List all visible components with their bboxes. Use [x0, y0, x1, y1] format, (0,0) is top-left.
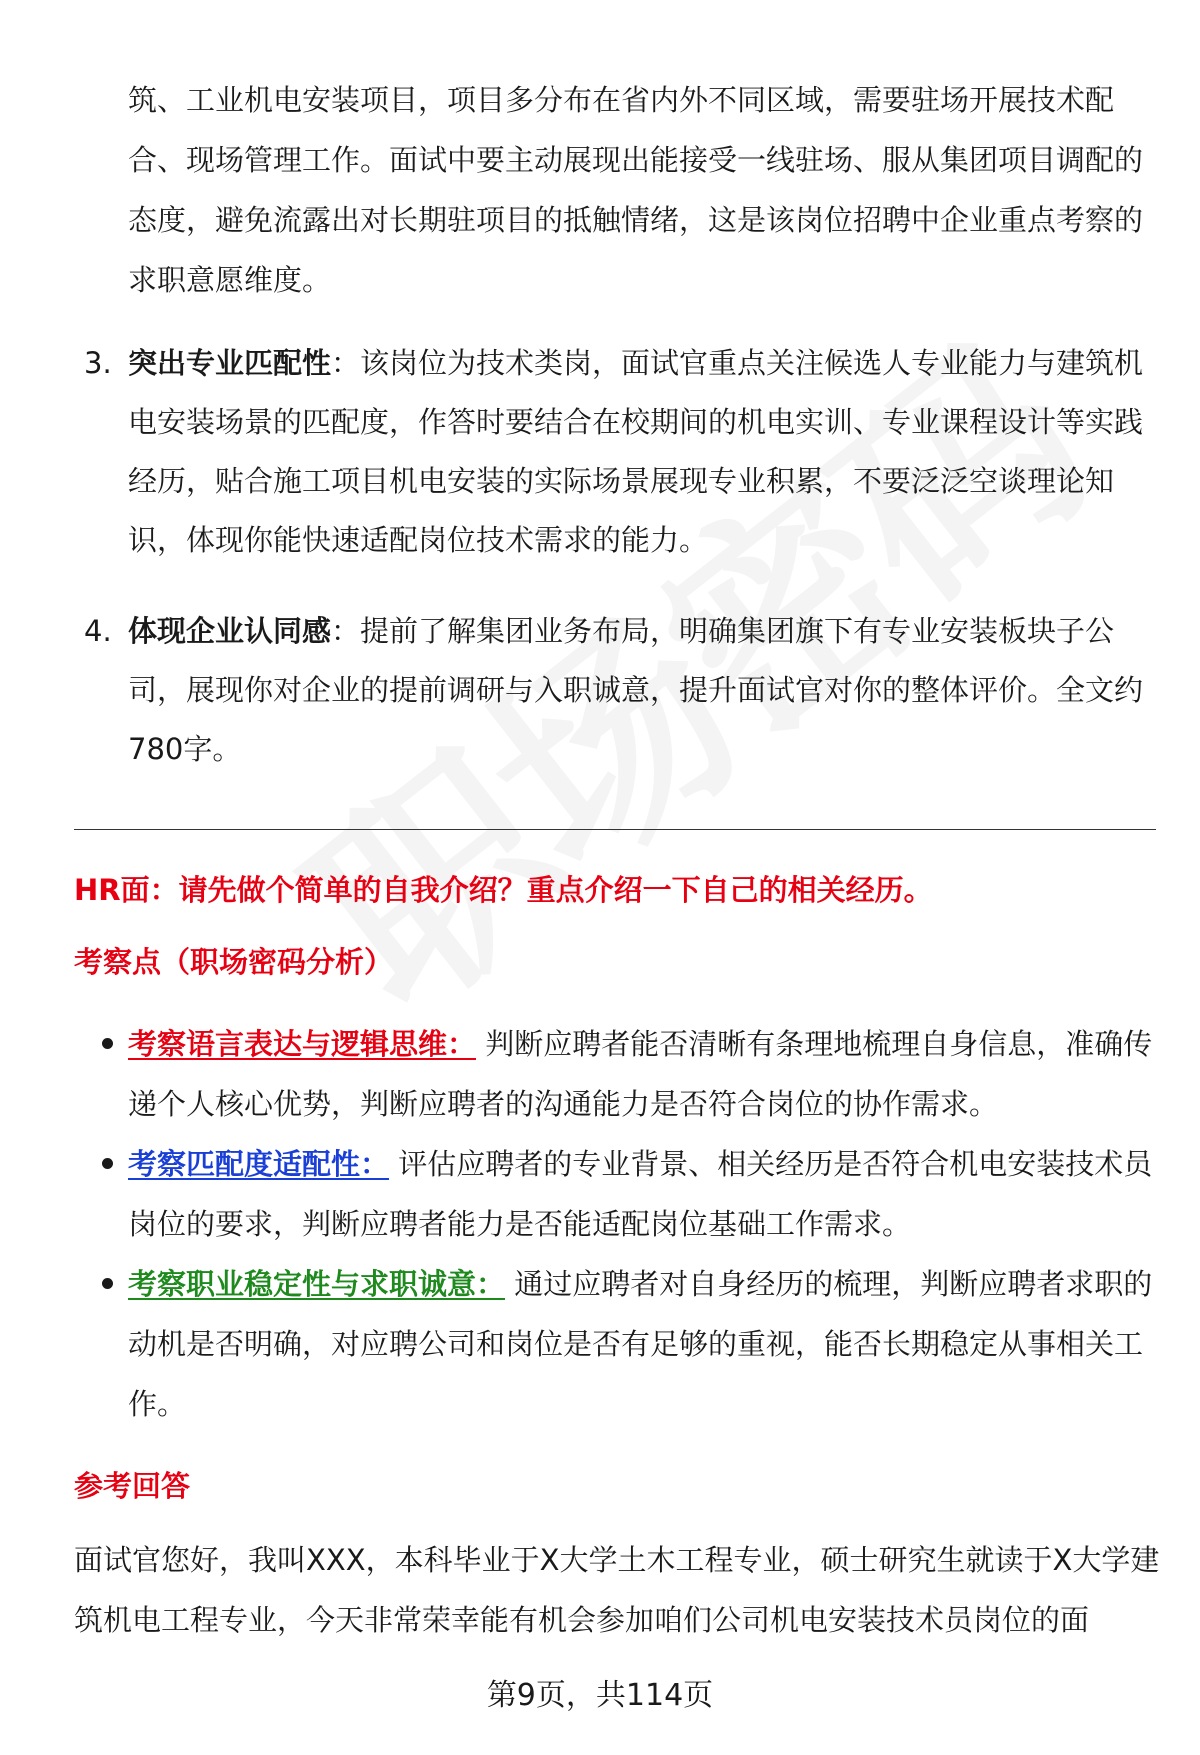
analysis-list: [128, 1014, 1158, 1434]
tip-label: 体现企业认同感: [128, 614, 332, 648]
bullet-dot: [102, 1038, 113, 1049]
tip-text: 提前了解集团业务布局，明确集团旗下有专业安装板块子公司，展现你对企业的提前调研与入职诚意，提升面试官对你的整体评价。全文约780字。: [128, 614, 1144, 766]
page-number-footer: 第9页，共114页: [486, 1678, 714, 1713]
analysis-point-text: 评估应聘者的专业背景、相关经历是否符合机电安装技术员岗位的要求，判断应聘者能力是否能适配岗位基础工作需求。: [128, 1147, 1153, 1241]
analysis-point: [128, 1014, 1158, 1134]
analysis-point-label: 考察职业稳定性与求职诚意：: [128, 1267, 506, 1301]
bullet-dot: [102, 1278, 113, 1289]
analysis-point: [128, 1134, 1158, 1254]
tip-separator: ：: [331, 614, 361, 648]
section-divider: [74, 829, 1156, 830]
reference-answer: 面试官您好，我叫XXX，本科毕业于X大学土木工程专业，硕士研究生就读于X大学建筑机电工程专业，今天非常荣幸能有机会参加咱们公司机电安装技术员岗位的面: [74, 1543, 1160, 1637]
analysis-point-label: 考察语言表达与逻辑思维：: [128, 1027, 477, 1061]
tip-number: 4.: [84, 614, 112, 648]
analysis-point-text: 判断应聘者能否清晰有条理地梳理自身信息，准确传递个人核心优势，判断应聘者的沟通能力是否符合岗位的协作需求。: [128, 1027, 1153, 1121]
reference-heading: 参考回答: [74, 1469, 191, 1503]
analysis-point: [128, 1254, 1158, 1434]
tip-item-3: [84, 334, 1154, 570]
tip-text: 该岗位为技术类岗，面试官重点关注候选人专业能力与建筑机电安装场景的匹配度，作答时要结合在校期间的机电实训、专业课程设计等实践经历，贴合施工项目机电安装的实际场景展现专业积累，不要泛泛空谈理论知识，体现你能快速适配岗位技术需求的能力。: [128, 346, 1144, 557]
tip-number: 3.: [84, 346, 112, 380]
bullet-dot: [102, 1158, 113, 1169]
tip-label: 突出专业匹配性: [128, 346, 332, 380]
intro-continuation-paragraph: 筑、工业机电安装项目，项目多分布在省内外不同区域，需要驻场开展技术配合、现场管理工作。面试中要主动展现出能接受一线驻场、服从集团项目调配的态度，避免流露出对长期驻项目的抵触情绪，这是该岗位招聘中企业重点考察的求职意愿维度。: [128, 83, 1144, 297]
analysis-point-text: 通过应聘者对自身经历的梳理，判断应聘者求职的动机是否明确，对应聘公司和岗位是否有足够的重视，能否长期稳定从事相关工作。: [128, 1267, 1153, 1421]
tip-body: [128, 334, 1154, 570]
tip-separator: ：: [331, 346, 361, 380]
analysis-point-label: 考察匹配度适配性：: [128, 1147, 390, 1181]
tip-item-4: [84, 602, 1154, 779]
interview-question: HR面：请先做个简单的自我介绍？重点介绍一下自己的相关经历。: [74, 873, 933, 907]
tip-body: [128, 602, 1154, 779]
analysis-heading: 考察点（职场密码分析）: [74, 945, 394, 979]
